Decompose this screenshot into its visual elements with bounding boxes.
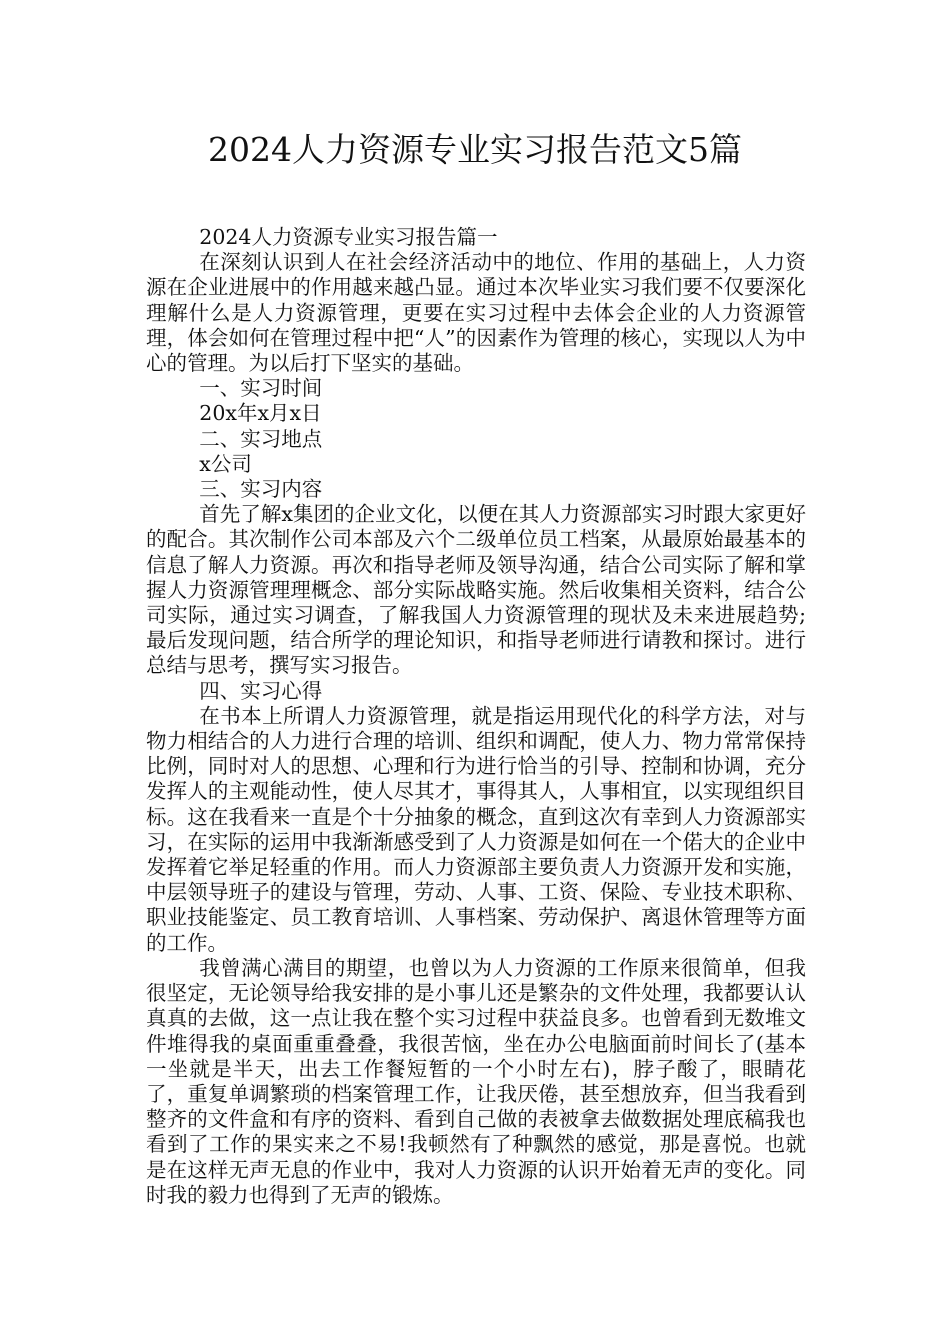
reflection-paragraph: 我曾满心满目的期望，也曾以为人力资源的工作原来很简单，但我很坚定，无论领导给我安排的是小事儿还是繁杂的文件处理，我都要认认真真的去做，这一点让我在整个实习过程中获益良多。也曾看到无数堆文件堆得我的桌面重重叠叠，我很苦恼，坐在办公电脑面前时间长了(基本一坐就是半天，出去工作餐短暂的一个小时左右)，脖子酸了，眼睛花了，重复单调繁琐的档案管理工作，让我厌倦，甚至想放弃，但当我看到整齐的文件盒和有序的资料、看到自己做的表被拿去做数据处理底稿我也看到了工作的果实来之不易!我顿然有了种飘然的感觉，那是喜悦。也就是在这样无声无息的作业中，我对人力资源的认识开始着无声的变化。同时我的毅力也得到了无声的锻炼。 <box>146 955 806 1207</box>
internship-location: x公司 <box>199 451 252 476</box>
document-body <box>146 225 806 1208</box>
intro-paragraph: 在深刻认识到人在社会经济活动中的地位、作用的基础上，人力资源在企业进展中的作用越来越凸显。通过本次毕业实习我们要不仅要深化理解什么是人力资源管理，更要在实习过程中去体会企业的人力资源管理，体会如何在管理过程中把“人”的因素作为管理的核心，实现以人为中心的管理。为以后打下坚实的基础。 <box>146 250 806 376</box>
section-heading: 一、实习时间 <box>199 376 323 401</box>
reflection-paragraph: 在书本上所谓人力资源管理，就是指运用现代化的科学方法，对与物力相结合的人力进行合理的培训、组织和调配，使人力、物力常常保持比例，同时对人的思想、心理和行为进行恰当的引导、控制和协调，充分发挥人的主观能动性，使人尽其才，事得其人，人事相宜，以实现组织目标。这在我看来一直是个十分抽象的概念，直到这次有幸到人力资源部实习，在实际的运用中我渐渐感受到了人力资源是如何在一个偌大的企业中发挥着它举足轻重的作用。而人力资源部主要负责人力资源开发和实施，中层领导班子的建设与管理，劳动、人事、工资、保险、专业技术职称、职业技能鉴定、员工教育培训、人事档案、劳动保护、离退休管理等方面的工作。 <box>146 703 806 955</box>
document-title: 2024人力资源专业实习报告范文5篇 <box>208 130 742 169</box>
internship-date: 20x年x月x日 <box>199 401 322 426</box>
section-heading: 2024人力资源专业实习报告篇一 <box>199 225 498 249</box>
content-paragraph: 首先了解x集团的企业文化，以便在其人力资源部实习时跟大家更好的配合。其次制作公司本部及六个二级单位员工档案，从最原始最基本的信息了解人力资源。再次和指导老师及领导沟通，结合公司实际了解和掌握人力资源管理理概念、部分实际战略实施。然后收集相关资料，结合公司实际，通过实习调查，了解我国人力资源管理的现状及未来进展趋势;最后发现问题，结合所学的理论知识，和指导老师进行请教和探讨。进行总结与思考，撰写实习报告。 <box>146 502 806 678</box>
section-heading: 三、实习内容 <box>199 477 323 502</box>
section-heading: 二、实习地点 <box>199 426 323 451</box>
section-heading: 四、实习心得 <box>199 678 323 703</box>
